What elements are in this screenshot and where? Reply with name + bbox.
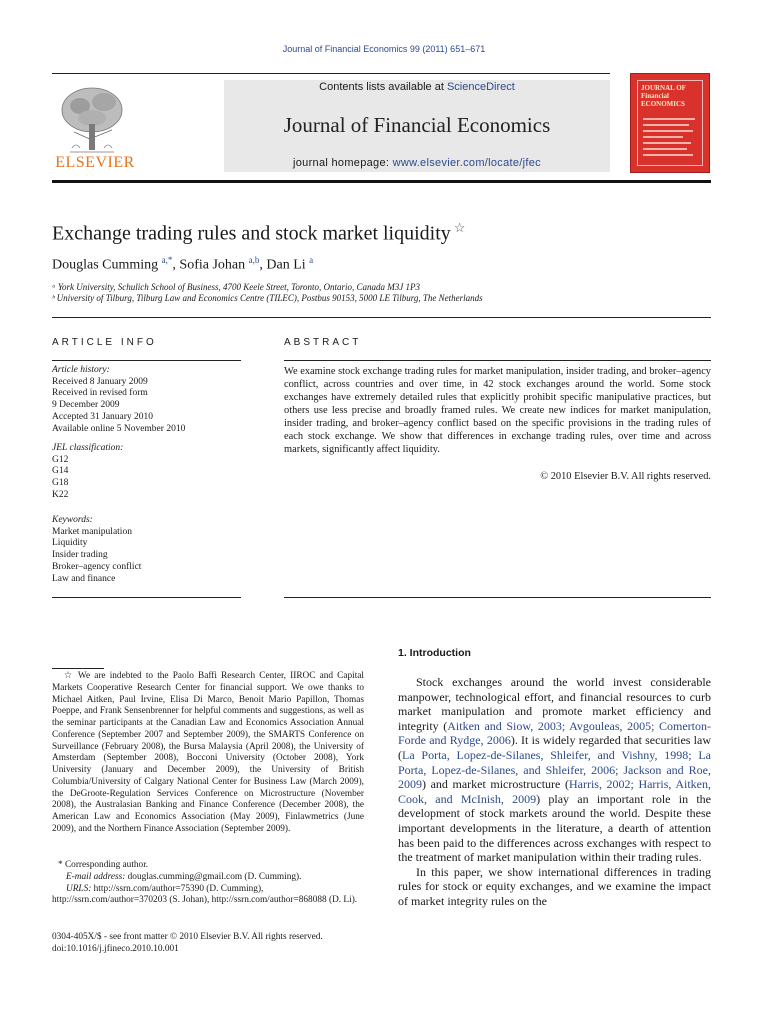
cover-text-line (643, 148, 687, 150)
citation-link[interactable]: La Porta, Lopez-de-Silanes, Shleifer, and Vishny, 1998; La Porta, Lopez-de-Silanes, and Shleifer, 2006; Jackson and Roe, 2009 (398, 747, 711, 792)
homepage-prefix: journal homepage: (293, 157, 393, 169)
journal-homepage (224, 157, 610, 169)
journal-cover-thumbnail (630, 73, 710, 173)
introduction-heading: 1. Introduction (398, 647, 471, 659)
intro-text-run: ) play an important role in the development of stock markets around the world. Despite these important developments in the literature, a dearth of attention has been paid to the differences across exchanges with respect to the treatment of market manipulation within their trading rules. (398, 791, 711, 865)
intro-text-run: ). It is widely regarded that securities law ( (398, 733, 711, 762)
author-list (52, 255, 313, 274)
intro-text-run: Stock exchanges around the world invest considerable manpower, technological effort, and financial resources to curb market manipulation and promote market efficiency and integrity ( (398, 675, 711, 733)
article-info-heading: ARTICLE INFO (52, 337, 157, 348)
keyword: Liquidity (52, 538, 88, 549)
journal-title: Journal of Financial Economics (283, 113, 551, 137)
jel-code: G14 (52, 466, 69, 477)
abstract-body: We examine stock exchange trading rules for market manipulation, insider trading, and broker–agency conflict, across countries and over time, in 42 stock exchanges around the world. Some stock exchanges have extremely detailed rules that explicitly prohibit specific manipulative practices, but others use less precise and broadly framed rules. We create new indices for market manipulation, insider trading, and broker–agency conflict based on the specific provisions in the trading rules of each stock exchange. We show that differences in exchange trading rules, over time and across markets, significantly affect liquidity. (284, 366, 711, 455)
footnote-mark: ☆ (62, 671, 74, 681)
urls-label: URLS: (66, 883, 92, 894)
history-entry: 9 December 2009 (52, 400, 120, 411)
journal-citation[interactable]: Journal of Financial Economics 99 (2011) 651–671 (282, 44, 486, 54)
history-entry: Received 8 January 2009 (52, 376, 148, 387)
affiliation-b: ᵇ University of Tilburg, Tilburg Law and Economics Centre (TILEC), Postbus 90153, 5000 LE Tilburg, The Netherlands (52, 293, 483, 303)
cover-text-line (643, 154, 693, 156)
sciencedirect-link[interactable]: ScienceDirect (446, 81, 515, 93)
cover-text-line (643, 118, 695, 120)
email-label: E-mail address: (66, 871, 126, 882)
intro-text-run: ) and market microstructure ( (422, 777, 569, 792)
citation-link[interactable]: Harris, 2002; Harris, Aitken, Cook, and McInish, 2009 (398, 777, 712, 806)
cover-title: JOURNAL OF Financial ECONOMICS (641, 84, 686, 108)
article-info-bottom-rule (52, 597, 241, 598)
jel-classification (52, 443, 123, 502)
keyword: Law and finance (52, 573, 116, 584)
history-entry: Received in revised form (52, 388, 148, 399)
abstract-bottom-rule (284, 597, 711, 598)
issn-line: 0304-405X/$ - see front matter © 2010 Elsevier B.V. All rights reserved. (52, 932, 323, 942)
cover-text-line (643, 136, 683, 138)
cover-text-line (643, 130, 693, 132)
introduction-paragraph: In this paper, we show international differences in trading rules for stock or equity exchanges, and we examine the impact of market integrity rules on the (398, 864, 711, 908)
contents-availability (224, 81, 610, 93)
header-top-rule (52, 73, 610, 74)
issn-doi (52, 931, 372, 955)
citation-link[interactable]: Aitken and Siow, 2003; Avgouleas, 2005; Comerton-Forde and Rydge, 2006 (398, 718, 711, 748)
doi-line[interactable]: doi:10.1016/j.jfineco.2010.10.001 (52, 944, 179, 954)
paper-title (52, 220, 465, 246)
abstract-copyright: © 2010 Elsevier B.V. All rights reserved. (540, 471, 711, 482)
author-affiliation-mark[interactable]: a,b (248, 255, 260, 265)
contents-prefix: Contents lists available at (319, 81, 447, 93)
author-name: Dan Li (266, 257, 306, 273)
keywords-label: Keywords: (52, 515, 93, 525)
history-entry: Accepted 31 January 2010 (52, 411, 154, 422)
introduction-body (398, 675, 711, 909)
author-name: Douglas Cumming (52, 257, 159, 273)
article-history (52, 365, 185, 435)
homepage-link[interactable]: www.elsevier.com/locate/jfec (392, 157, 541, 169)
header-bottom-rule (52, 180, 711, 183)
cover-text-line (643, 124, 689, 126)
keyword: Insider trading (52, 550, 108, 561)
jel-label: JEL classification: (52, 443, 124, 453)
author-separator: , (172, 257, 180, 273)
cover-text-line (643, 142, 691, 144)
article-history-label: Article history: (52, 365, 110, 375)
author-name: Sofia Johan (179, 257, 246, 273)
author-affiliation-mark[interactable]: a,* (161, 255, 173, 265)
email-line (52, 872, 364, 884)
affiliation-a: ᵃ York University, Schulich School of Business, 4700 Keele Street, Toronto, Ontario, Canada M3J 1P3 (52, 282, 420, 292)
title-footnote-mark[interactable]: ☆ (453, 220, 466, 235)
corresponding-author: * Corresponding author. (58, 860, 149, 870)
jel-code: G18 (52, 478, 69, 489)
publisher-wordmark: ELSEVIER (55, 154, 135, 171)
author-separator: , (259, 257, 267, 273)
introduction-paragraph (398, 675, 711, 865)
author-affiliation-mark[interactable]: a (309, 255, 314, 265)
email-address[interactable]: douglas.cumming@gmail.com (D. Cumming). (127, 871, 302, 882)
keywords (52, 515, 141, 585)
jel-code: K22 (52, 489, 69, 500)
history-entry: Available online 5 November 2010 (52, 423, 186, 434)
abstract-heading: ABSTRACT (284, 337, 362, 348)
abstract-rule (284, 360, 711, 361)
paper-title-text: Exchange trading rules and stock market liquidity (52, 222, 451, 245)
corresponding-author-note (52, 860, 364, 907)
keyword: Market manipulation (52, 526, 132, 537)
acknowledgement-text: We are indebted to the Paolo Baffi Research Center, IIROC and Capital Markets Cooperative Research Center for financial support. We owe thanks to Michael Aitken, Paul Irvine, Elisa Di Marco, Benoit Mario Papillon, Thomas Poeppe, and Frank Sensenbrenner for helpful comments and suggestions, as well as the seminar participants at the Canadian Law and Economics Association Annual Conference (September 2007 and September 2009), the SMARTS Conference on Surveillance (February 2008), the Bursa Malaysia (April 2008), the University of Amsterdam (September 2008), Bocconi University (October 2008), York University (January and December 2009), the University of British Columbia/University of Calgary National Center for Business Law (March 2009), the DeGroote-Regulation Services Conference on Microstructure (November 2008), the Australasian Banking and Finance Conference (December 2008), the American Law and Economics Association (May 2009), Finlawmetrics (June 2009), and the Northern Finance Association (September 2009). (52, 671, 364, 834)
article-info-rule (52, 360, 241, 361)
footnote-rule (52, 668, 104, 669)
keyword: Broker–agency conflict (52, 561, 142, 572)
title-block-rule (52, 317, 711, 318)
urls-line (52, 884, 364, 908)
author-urls[interactable]: http://ssrn.com/author=75390 (D. Cumming), http://ssrn.com/author=370203 (S. Johan), http://ssrn.com/author=868088 (D. Li). (52, 883, 358, 906)
acknowledgement-footnote (52, 671, 364, 836)
jel-code: G12 (52, 454, 69, 465)
